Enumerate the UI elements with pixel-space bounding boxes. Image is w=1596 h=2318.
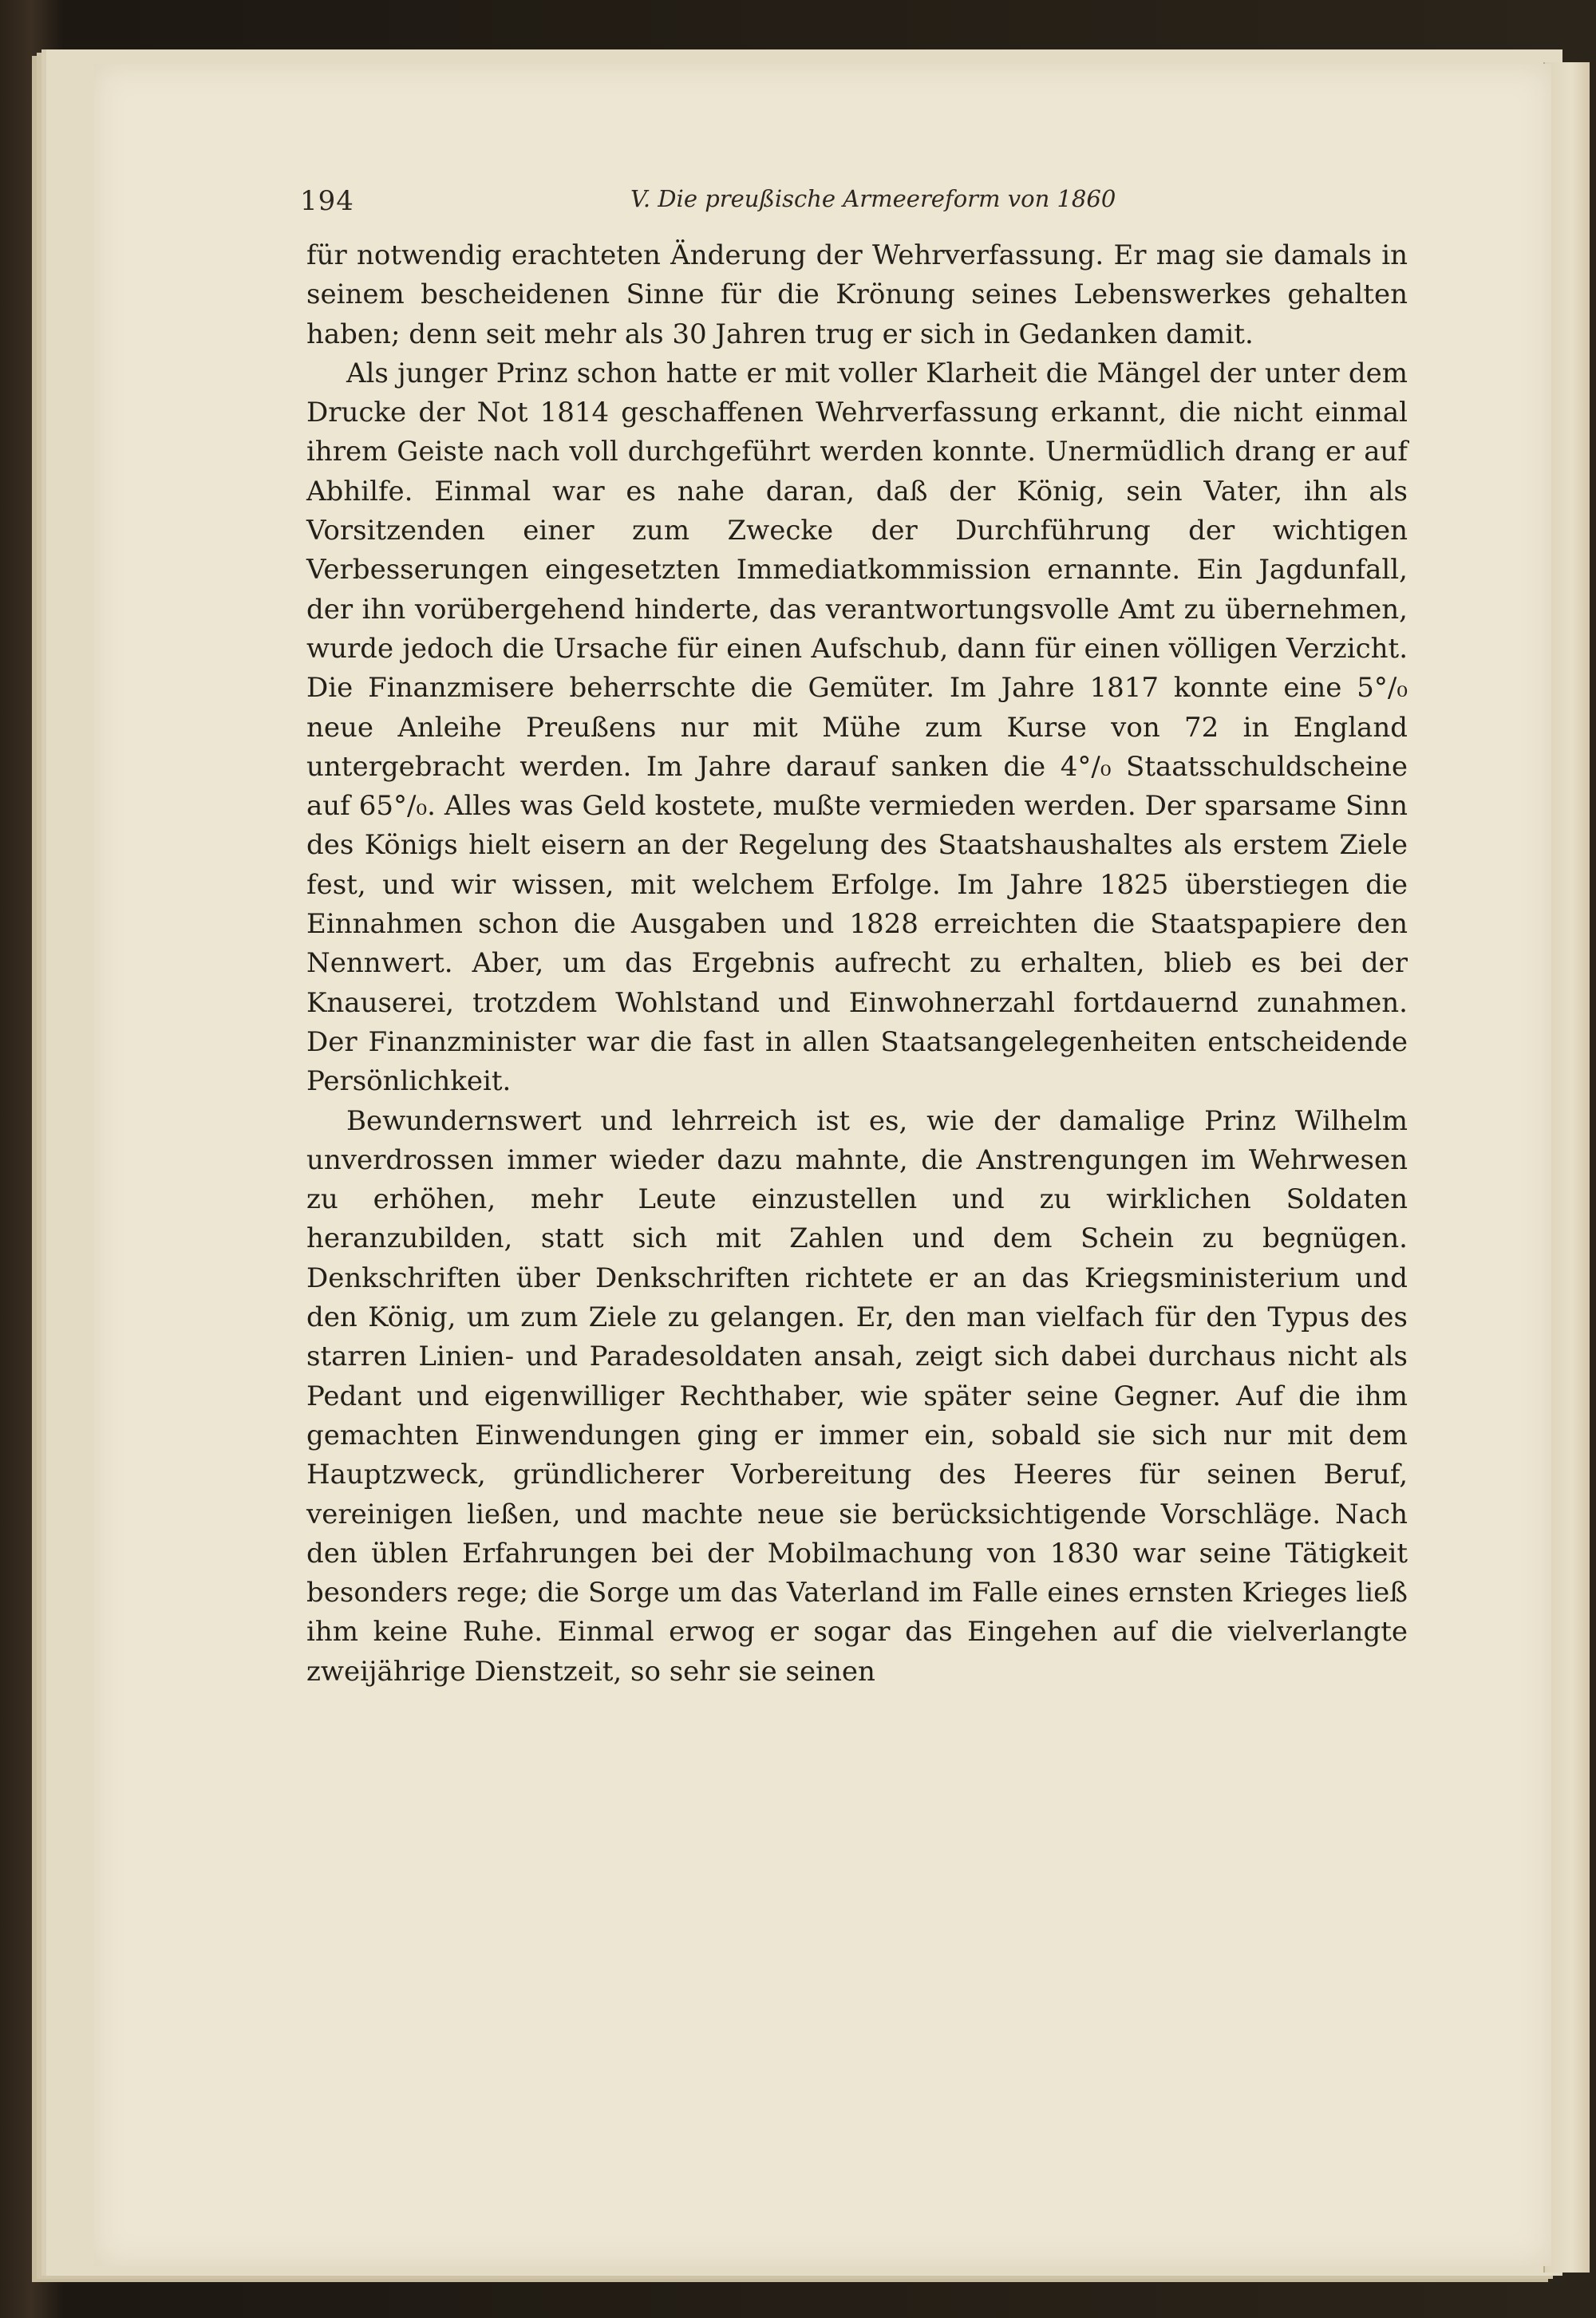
running-head	[300, 185, 1497, 233]
paragraph-1: für notwendig erachteten Änderung der Wehrverfassung. Er mag sie damals in seinem bescheidenen Sinne für die Krönung seines Lebenswerkes gehalten haben; denn seit mehr als 30 Jahren trug er sich in Gedanken damit.	[306, 239, 1408, 350]
paragraph-2: Als junger Prinz schon hatte er mit voller Klarheit die Mängel der unter dem Drucke der Not 1814 geschaffenen Wehrverfassung erkannt, die nicht einmal ihrem Geiste nach voll durchgeführt werden konnte. Unermüdlich drang er auf Abhilfe. Einmal war es nahe daran, daß der König, sein Vater, ihn als Vorsitzenden einer zum Zwecke der Durchführung der wichtigen Verbesserungen eingesetzten Immediatkommission ernannte. Ein Jagdunfall, der ihn vorübergehend hinderte, das verantwortungsvolle Amt zu übernehmen, wurde jedoch die Ursache für einen Aufschub, dann für einen völligen Verzicht. Die Finanzmisere beherrschte die Gemüter. Im Jahre 1817 konnte eine 5°/₀ neue Anleihe Preußens nur mit Mühe zum Kurse von 72 in England untergebracht werden. Im Jahre darauf sanken die 4°/₀ Staatsschuldscheine auf 65°/₀. Alles was Geld kostete, mußte vermieden werden. Der sparsame Sinn des Königs hielt eisern an der Regelung des Staatshaushaltes als erstem Ziele fest, und wir wissen, mit welchem Erfolge. Im Jahre 1825 überstiegen die Einnahmen schon die Ausgaben und 1828 erreichten die Staatspapiere den Nennwert. Aber, um das Ergebnis aufrecht zu erhalten, blieb es bei der Knauserei, trotzdem Wohlstand und Einwohnerzahl fortdauernd zunahmen. Der Finanzminister war die fast in allen Staatsangelegenheiten entscheidende Persönlichkeit.	[306, 357, 1408, 1098]
running-title: V. Die preußische Armeereform von 1860	[630, 185, 1116, 212]
page-number: 194	[300, 185, 354, 217]
body-text	[306, 236, 1408, 1692]
paragraph-3: Bewundernswert und lehrreich ist es, wie der damalige Prinz Wilhelm unverdrossen immer wieder dazu mahnte, die Anstrengungen im Wehrwesen zu erhöhen, mehr Leute einzustellen und zu wirklichen Soldaten heranzubilden, statt sich mit Zahlen und dem Schein zu begnügen. Denkschriften über Denkschriften richtete er an das Kriegsministerium und den König, um zum Ziele zu gelangen. Er, den man vielfach für den Typus des starren Linien- und Paradesoldaten ansah, zeigt sich dabei durchaus nicht als Pedant und eigenwilliger Rechthaber, wie später seine Gegner. Auf die ihm gemachten Einwendungen ging er immer ein, sobald sie sich nur mit dem Hauptzweck, gründlicherer Vorbereitung des Heeres für seinen Beruf, vereinigen ließen, und machte neue sie berücksichtigende Vorschläge. Nach den üblen Erfahrungen bei der Mobilmachung von 1830 war seine Tätigkeit besonders rege; die Sorge um das Vaterland im Falle eines ernsten Krieges ließ ihm keine Ruhe. Einmal erwog er sogar das Eingehen auf die vielverlangte zweijährige Dienstzeit, so sehr sie seinen	[306, 1104, 1408, 1688]
